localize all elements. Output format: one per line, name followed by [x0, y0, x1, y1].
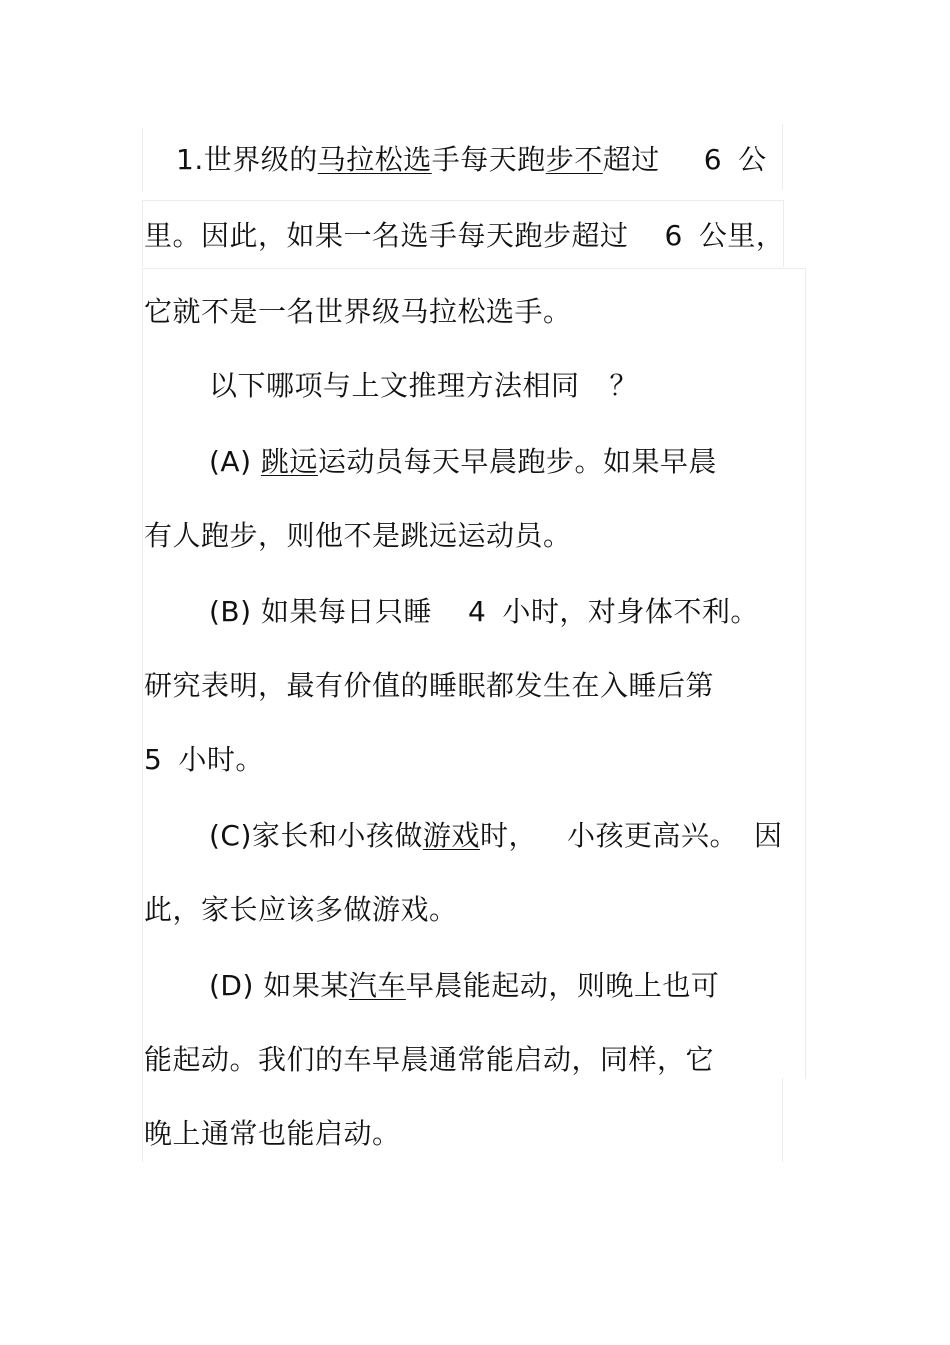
option-b-line-1: (B) 如果每日只睡 4 小时，对身体不利。 [209, 595, 759, 628]
option-d-line-3: 晚上通常也能启动。 [144, 1117, 401, 1150]
underlined-text: 步不 [545, 143, 603, 176]
option-a-line-1: (A) 跳远运动员每天早晨跑步。如果早晨 [209, 445, 717, 478]
question-prompt: 以下哪项与上文推理方法相同 ？ [209, 369, 639, 402]
option-a-label: (A) [209, 445, 252, 478]
option-d-label: (D) [209, 969, 254, 1002]
option-b-line-2: 研究表明，最有价值的睡眠都发生在入睡后第 [144, 669, 715, 702]
scan-frame-line [142, 128, 143, 192]
option-d-line-1: (D) 如果某汽车早晨能起动，则晚上也可 [209, 969, 720, 1002]
underlined-text: 游戏 [422, 819, 480, 852]
option-a-line-2: 有人跑步，则他不是跳远运动员。 [144, 519, 572, 552]
scan-frame-line [782, 1078, 783, 1162]
underlined-text: 跳远 [260, 445, 318, 478]
option-d-line-2: 能起动。我们的车早晨通常能启动，同样，它 [144, 1043, 715, 1076]
question-line-1: 1.世界级的马拉松选手每天跑步不超过 6 公 [176, 143, 767, 176]
option-c-line-1: (C)家长和小孩做游戏时， 小孩更高兴。 因 [209, 819, 783, 852]
question-number: 1. [176, 143, 204, 176]
question-line-2: 里。因此，如果一名选手每天跑步超过 6 公里， [144, 219, 785, 252]
question-line-3: 它就不是一名世界级马拉松选手。 [144, 295, 572, 328]
option-c-line-2: 此，家长应该多做游戏。 [144, 893, 458, 926]
underlined-text: 汽车 [348, 969, 406, 1002]
scan-frame-line [142, 1078, 143, 1162]
option-c-label: (C) [209, 819, 252, 852]
option-b-label: (B) [209, 595, 252, 628]
scan-frame-line [782, 124, 783, 190]
underlined-text: 马拉松选 [317, 143, 432, 176]
option-b-line-3: 5 小时。 [144, 743, 264, 776]
